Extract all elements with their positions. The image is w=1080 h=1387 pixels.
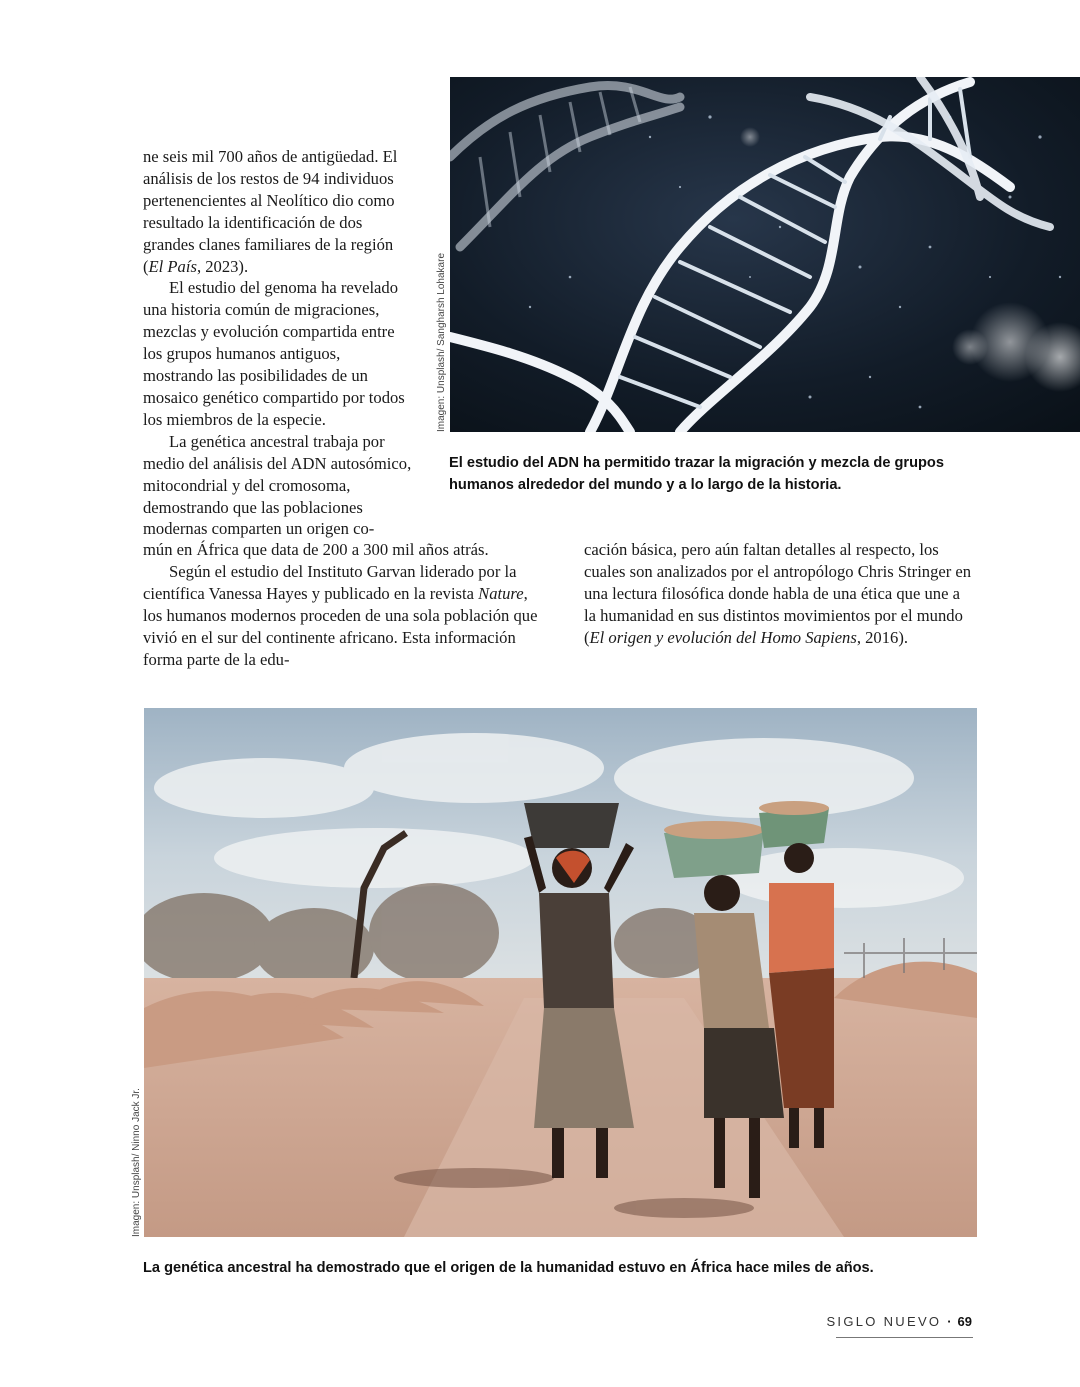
article-column-narrow xyxy=(143,146,413,540)
paragraph-text: ne seis mil 700 años de antigüedad. El análisis de los restos de 94 individuos pertenencientes al Neolítico dio como resultado la identificación de dos grandes clanes familiares de la región ( xyxy=(143,147,398,276)
photo-credit-africa: Imagen: Unsplash/ Ninno Jack Jr. xyxy=(131,1088,142,1237)
page-footer xyxy=(826,1314,972,1329)
journal-name: Nature xyxy=(478,583,524,603)
dna-helix-illustration xyxy=(450,77,1080,432)
paragraph-text: , los humanos modernos proceden de una sola población que vivió en el sur del continente africano. Esta información forma parte de la edu- xyxy=(143,583,538,669)
paragraph: mún en África que data de 200 a 300 mil años atrás. xyxy=(143,540,489,559)
footer-rule xyxy=(836,1337,973,1338)
citation-source: El País xyxy=(148,256,197,276)
citation-year: , 2016). xyxy=(856,627,908,647)
photo-credit-dna: Imagen: Unsplash/ Sangharsh Lohakare xyxy=(436,252,447,432)
magazine-name: SIGLO NUEVO xyxy=(826,1314,942,1329)
citation-source: El origen y evolución del Homo Sapiens xyxy=(589,627,857,647)
paragraph xyxy=(584,539,976,649)
paragraph xyxy=(143,146,413,277)
paragraph-text: Según el estudio del Instituto Garvan liderado por la científica Vanessa Hayes y publicado en la revista xyxy=(143,561,517,603)
dna-photo-caption: El estudio del ADN ha permitido trazar la migración y mezcla de grupos humanos alrededor del mundo y a lo largo de la historia. xyxy=(449,455,944,493)
africa-photo-caption: La genética ancestral ha demostrado que el origen de la humanidad estuvo en África hace miles de años. xyxy=(143,1260,874,1276)
paragraph xyxy=(143,561,545,671)
article-column-left xyxy=(143,539,545,670)
article-column-right xyxy=(584,539,976,649)
footer-separator: · xyxy=(947,1314,952,1329)
paragraph-text: cación básica, pero aún faltan detalles al respecto, los cuales son analizados por el antropólogo Chris Stringer en una lectura filosófica donde habla de una ética que une a la humanidad en sus distintos movimientos por el mundo ( xyxy=(584,540,972,647)
paragraph: La genética ancestral trabaja por medio del análisis del ADN autosómico, mitocondrial y del cromosoma, demostrando que las poblaciones modernas comparten un origen co- xyxy=(143,431,412,539)
road-scene-illustration xyxy=(144,708,977,1237)
page-number: 69 xyxy=(957,1314,972,1329)
women-carrying-baskets-photo xyxy=(144,708,977,1237)
paragraph: El estudio del genoma ha revelado una historia común de migraciones, mezclas y evolución compartida entre los grupos humanos antiguos, mostrando las posibilidades de un mosaico genético compartido por todos los miembros de la especie. xyxy=(143,278,405,429)
citation-year: , 2023). xyxy=(196,256,249,276)
dna-helix-photo xyxy=(450,77,1080,432)
